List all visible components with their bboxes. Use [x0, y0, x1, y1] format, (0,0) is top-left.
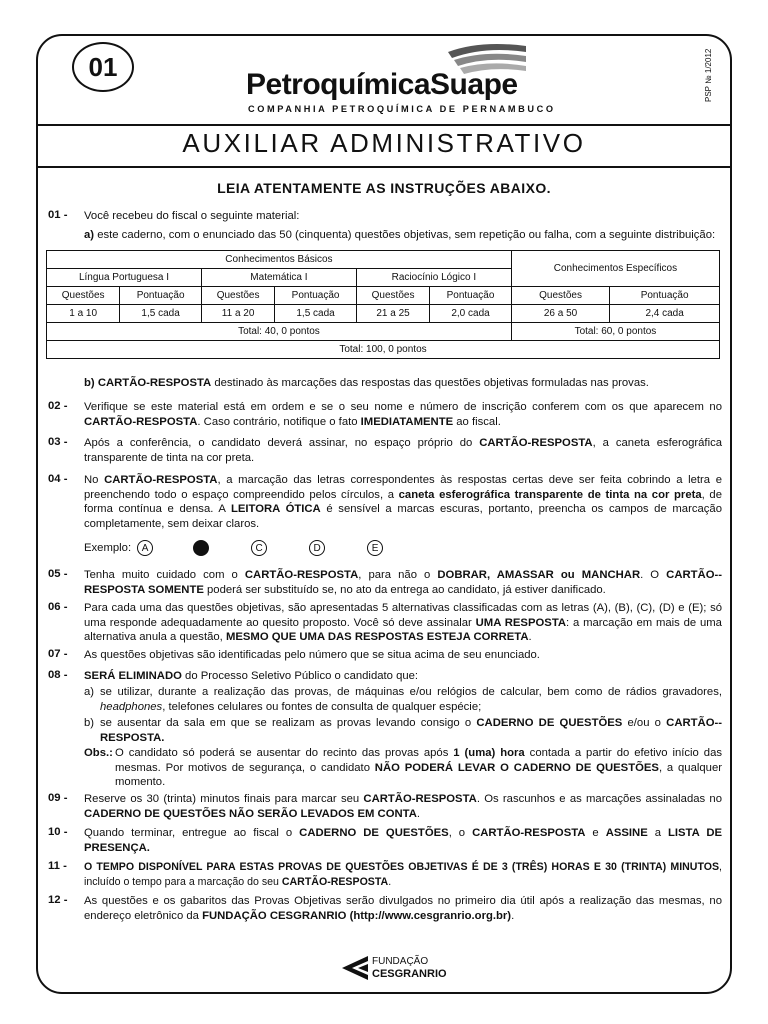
- item-label: 08 -: [48, 669, 68, 681]
- text: O candidato só poderá se ausentar do recinto das provas após: [115, 747, 454, 759]
- item-01-a: [84, 228, 724, 243]
- table-total: Total: 100, 0 pontos: [47, 341, 720, 359]
- text: se ausentar da sala em que se realizam as provas levando consigo o: [100, 717, 477, 729]
- text: As questões e os gabaritos das Provas Objetivas serão divulgados no primeiro dia útil após a realização das mesmas, no endereço eletrônico da: [84, 895, 722, 922]
- exam-title: AUXILIAR ADMINISTRATIVO: [182, 128, 586, 158]
- bold-text: O TEMPO DISPONÍVEL PARA ESTAS PROVAS DE QUESTÕES OBJETIVAS É DE 3 (TRÊS) HORAS E 30 (TRINTA) MINUTOS: [84, 861, 720, 873]
- sub-label: a): [84, 686, 95, 698]
- booklet-number-text: 01: [88, 51, 118, 82]
- bold-text: CARTÃO-RESPOSTA: [104, 474, 218, 486]
- bold-text: CARTÃO-RESPOSTA: [84, 415, 198, 428]
- text: , para não o: [358, 569, 438, 581]
- col-header: Pontuação: [120, 287, 202, 305]
- exam-code: PSP № 1/2012: [704, 48, 713, 102]
- table-subject: Matemática I: [201, 269, 356, 287]
- item-label: 10 -: [48, 826, 68, 838]
- item-label: 11 -: [48, 860, 67, 872]
- bold-text: NÃO PODERÁ LEVAR O CADERNO DE QUESTÕES: [374, 761, 659, 774]
- bold-text: CARTÃO-RESPOSTA: [363, 793, 477, 805]
- item-11-text: [84, 860, 722, 889]
- instructions-title: LEIA ATENTAMENTE AS INSTRUÇÕES ABAIXO.: [217, 180, 551, 196]
- item-12-text: [84, 894, 722, 923]
- text: contada a partir do efetivo início das mesmas. Por motivos de segurança, o candidato: [115, 747, 723, 774]
- text: : a marcação em mais de uma alternativa anula a questão,: [84, 616, 722, 644]
- item-label: 04 -: [48, 473, 68, 485]
- col-header: Pontuação: [610, 287, 720, 305]
- table-total-basic: Total: 40, 0 pontos: [47, 323, 512, 341]
- item-01-a-text: este caderno, com o enunciado das 50 (cinquenta) questões objetivas, sem repetição ou falha, com a seguinte distribuição:: [97, 229, 716, 241]
- text: ao fiscal.: [453, 415, 501, 428]
- bold-text: caneta esferográfica transparente de tinta na cor preta: [398, 488, 702, 501]
- text: No: [84, 474, 105, 486]
- brand-subtitle: COMPANHIA PETROQUÍMICA DE PERNAMBUCO: [248, 104, 556, 114]
- table-cell: 21 a 25: [356, 305, 429, 323]
- text: . Os rascunhos e as marcações assinaladas no: [476, 793, 722, 805]
- text: .: [388, 875, 392, 888]
- sub-label: a): [84, 229, 95, 241]
- item-label: 07 -: [48, 648, 68, 660]
- footer-line2: CESGRANRIO: [372, 968, 447, 980]
- text: , telefones celulares ou fontes de consulta de qualquer espécie;: [162, 700, 482, 713]
- example-label: Exemplo:: [84, 542, 132, 554]
- item-06-text: [84, 601, 722, 645]
- bold-text: CARTÃO-RESPOSTA: [281, 875, 389, 888]
- bold-text: 1 (uma) hora: [453, 747, 525, 759]
- bubble-e: E: [367, 540, 383, 556]
- sub-label: b): [84, 377, 95, 389]
- text: , incluído o tempo para a marcação do seu: [84, 861, 722, 888]
- table-header-basic: Conhecimentos Básicos: [47, 251, 512, 269]
- bubble-c: C: [251, 540, 267, 556]
- text: Após a conferência, o candidato deverá assinar, no espaço próprio do: [84, 437, 480, 449]
- text: , a caneta esferográfica transparente de tinta na cor preta.: [84, 437, 723, 464]
- sub-label: b): [84, 717, 95, 729]
- text: .: [416, 807, 421, 820]
- table-subject: Raciocínio Lógico I: [356, 269, 511, 287]
- table-cell: 1 a 10: [47, 305, 120, 323]
- text: se utilizar, durante a realização das provas, de máquinas e/ou relógios de calcular, bem como de rádios gravadores,: [100, 686, 722, 698]
- table-cell: 2,4 cada: [610, 305, 720, 323]
- booklet-number: [72, 42, 134, 92]
- bold-text: CARTÃO-RESPOSTA: [472, 827, 586, 839]
- bold-text: CADERNO DE QUESTÕES: [299, 827, 449, 839]
- text: , a marcação das letras correspondentes às respostas certas deve ser feita cobrindo a letra e preenchendo todo o espaço compreendido pelos círculos, a: [84, 474, 722, 501]
- item-03-text: [84, 436, 722, 465]
- text: e/ou o: [622, 717, 667, 729]
- bold-text: CARTÃO-RESPOSTA: [244, 569, 359, 581]
- text: . O: [640, 569, 667, 581]
- item-label: 05 -: [48, 568, 68, 580]
- text: Quando terminar, entregue ao fiscal o: [84, 827, 300, 839]
- text: é sensível a marcas escuras, portanto, preencha os campos de marcação completamente, sem deixar claros.: [84, 503, 722, 530]
- item-label: 03 -: [48, 436, 68, 448]
- item-01-b-text: destinado às marcações das respostas das questões objetivas formuladas nas provas.: [211, 377, 649, 389]
- table-cell: 26 a 50: [511, 305, 609, 323]
- obs-label: Obs.:: [84, 747, 113, 759]
- text: do Processo Seletivo Público o candidato que:: [181, 670, 419, 682]
- distribution-table: [46, 250, 720, 359]
- item-08-a: [100, 685, 722, 714]
- bubble-d: D: [309, 540, 325, 556]
- item-01-text: Você recebeu do fiscal o seguinte material:: [84, 210, 300, 222]
- table-subject: Língua Portuguesa I: [47, 269, 202, 287]
- table-cell: 1,5 cada: [275, 305, 357, 323]
- item-09-text: [84, 792, 722, 821]
- bold-text: CADERNO DE QUESTÕES: [476, 717, 623, 729]
- col-header: Questões: [47, 287, 120, 305]
- item-10-text: [84, 826, 722, 855]
- item-02-text: [84, 400, 722, 429]
- item-label: 02 -: [48, 400, 68, 412]
- col-header: Questões: [201, 287, 274, 305]
- bubble-a: A: [137, 540, 153, 556]
- footer-line1: FUNDAÇÃO: [372, 956, 429, 967]
- bold-text: CARTÃO-RESPOSTA: [97, 377, 212, 389]
- item-label: 06 -: [48, 601, 68, 613]
- bold-text: CARTÃO--RESPOSTA SOMENTE: [84, 569, 723, 596]
- bold-text: LEITORA ÓTICA: [230, 503, 321, 516]
- text: Reserve os 30 (trinta) minutos finais para marcar seu: [84, 793, 364, 805]
- col-header: Questões: [511, 287, 609, 305]
- text: , a qualquer momento.: [115, 761, 722, 789]
- bold-text: CARTÃO-RESPOSTA: [479, 437, 593, 449]
- table-total-specific: Total: 60, 0 pontos: [511, 323, 719, 341]
- bold-text: SERÁ ELIMINADO: [84, 670, 182, 682]
- text: , de forma contínua e densa. A: [84, 488, 722, 516]
- brand-name: PetroquímicaSuape: [246, 68, 518, 101]
- table-cell: 2,0 cada: [430, 305, 512, 323]
- table-header-specific: Conhecimentos Específicos: [511, 251, 719, 287]
- table-cell: 1,5 cada: [120, 305, 202, 323]
- divider: [38, 166, 730, 168]
- bold-text: MESMO QUE UMA DAS RESPOSTAS ESTEJA CORRETA: [225, 631, 529, 644]
- italic-text: headphones: [100, 700, 163, 713]
- text: a: [647, 827, 668, 839]
- item-04-text: [84, 473, 722, 531]
- text: .: [511, 909, 515, 922]
- item-label: 01 -: [48, 209, 68, 221]
- cesgranrio-logo: [340, 954, 447, 982]
- item-label: 12 -: [48, 894, 68, 906]
- item-05-text: [84, 568, 722, 597]
- text: .: [528, 631, 532, 644]
- text: , o: [448, 827, 473, 839]
- bold-text: UMA RESPOSTA: [475, 616, 567, 629]
- col-header: Pontuação: [275, 287, 357, 305]
- bold-text: CADERNO DE QUESTÕES NÃO SERÃO LEVADOS EM CONTA: [84, 807, 417, 820]
- bold-text: LISTA DE PRESENÇA.: [84, 827, 723, 854]
- item-01-b: [84, 376, 724, 391]
- bold-text: CARTÃO--RESPOSTA.: [100, 717, 723, 744]
- item-label: 09 -: [48, 792, 68, 804]
- bold-text: FUNDAÇÃO CESGRANRIO (http://www.cesgranrio.org.br): [202, 909, 512, 922]
- text: Tenha muito cuidado com o: [84, 569, 245, 581]
- item-08-text: [84, 669, 722, 684]
- cesgranrio-logo-icon: [340, 954, 370, 982]
- text: Verifique se este material está em ordem e se o seu nome e número de inscrição conferem com os que aparecem no: [84, 401, 722, 413]
- item-08-b: [100, 716, 722, 745]
- bold-text: ASSINE: [605, 827, 648, 839]
- text: e: [585, 827, 606, 839]
- item-07-text: As questões objetivas são identificadas pelo número que se situa acima de seu enunciado.: [84, 649, 540, 661]
- bubble-filled: [193, 540, 209, 556]
- table-cell: 11 a 20: [201, 305, 274, 323]
- item-08-obs: [115, 746, 722, 790]
- answer-example: [84, 540, 383, 556]
- text: Para cada uma das questões objetivas, são apresentadas 5 alternativas classificadas com as letras (A), (B), (C), (D) e (E); só uma responde adequadamente ao quesito proposto. Você só deve assinalar: [84, 602, 722, 629]
- bold-text: DOBRAR, AMASSAR ou MANCHAR: [437, 569, 641, 581]
- divider: [38, 124, 730, 126]
- text: . Caso contrário, notifique o fato: [197, 415, 361, 428]
- col-header: Pontuação: [430, 287, 512, 305]
- text: poderá ser substituído se, no ato da entrega ao candidato, já estiver danificado.: [203, 583, 606, 596]
- bold-text: IMEDIATAMENTE: [360, 415, 454, 428]
- col-header: Questões: [356, 287, 429, 305]
